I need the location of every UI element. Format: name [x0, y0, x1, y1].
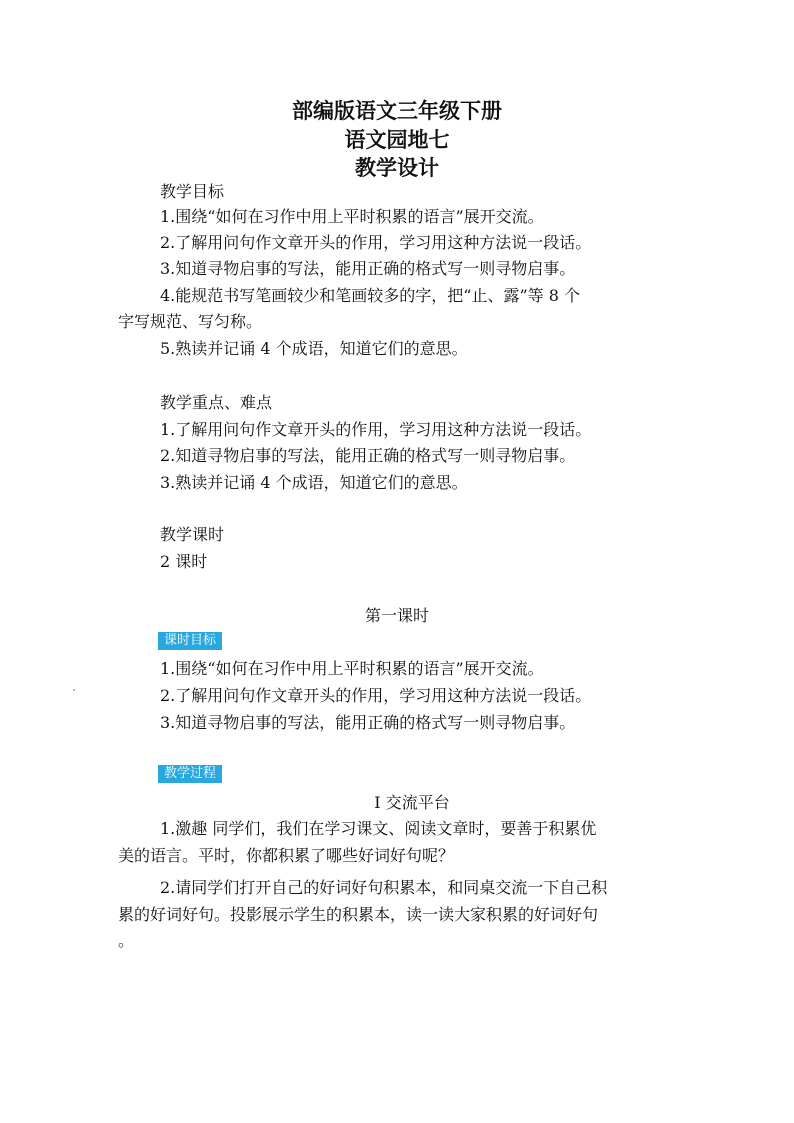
key-points-heading: 教学重点、难点: [160, 393, 273, 412]
paragraph-line: 2.请同学们打开自己的好词好句积累本，和同桌交流一下自己积: [160, 878, 608, 897]
key-point-item: 1.了解用问句作文章开头的作用，学习用这种方法说一段话。: [160, 420, 592, 439]
paragraph-line: 1.激趣 同学们，我们在学习课文、阅读文章时，要善于积累优: [160, 819, 597, 838]
paragraph-line: 。: [118, 931, 135, 950]
goal-item-continuation: 字写规范、写匀称。: [118, 312, 263, 331]
goal-item: 2.了解用问句作文章开头的作用，学习用这种方法说一段话。: [160, 233, 592, 252]
periods-heading: 教学课时: [160, 525, 225, 544]
paragraph-line: 美的语言。平时，你都积累了哪些好词好句呢？: [118, 846, 455, 865]
doc-title-line-3: 教学设计: [355, 156, 439, 180]
lesson-goal-item: 2.了解用问句作文章开头的作用，学习用这种方法说一段话。: [160, 686, 592, 705]
goal-item: 1.围绕“如何在习作中用上平时积累的语言”展开交流。: [160, 207, 544, 226]
paragraph-line: 累的好词好句。投影展示学生的积累本，读一读大家积累的好词好句: [118, 905, 599, 924]
goals-heading: 教学目标: [160, 182, 225, 201]
goal-item: 3.知道寻物启事的写法，能用正确的格式写一则寻物启事。: [160, 259, 576, 278]
goal-item: 4.能规范书写笔画较少和笔画较多的字，把“止、露”等 8 个: [160, 286, 580, 305]
lesson-title: 第一课时: [364, 606, 429, 625]
lesson-goal-item: 1.围绕“如何在习作中用上平时积累的语言”展开交流。: [160, 659, 544, 678]
lesson-goal-item: 3.知道寻物启事的写法，能用正确的格式写一则寻物启事。: [160, 713, 576, 732]
process-tag: 教学过程: [158, 765, 222, 783]
key-point-item: 2.知道寻物启事的写法，能用正确的格式写一则寻物启事。: [160, 446, 576, 465]
doc-title-line-2: 语文园地七: [344, 128, 450, 152]
goal-item: 5.熟读并记诵 4 个成语，知道它们的意思。: [160, 339, 468, 358]
scan-speck: [73, 689, 75, 691]
periods-value: 2 课时: [160, 552, 208, 571]
section-title: Ⅰ 交流平台: [374, 793, 450, 812]
lesson-goal-tag: 课时目标: [158, 632, 222, 650]
doc-title-line-1: 部编版语文三年级下册: [292, 99, 502, 123]
key-point-item: 3.熟读并记诵 4 个成语，知道它们的意思。: [160, 473, 468, 492]
